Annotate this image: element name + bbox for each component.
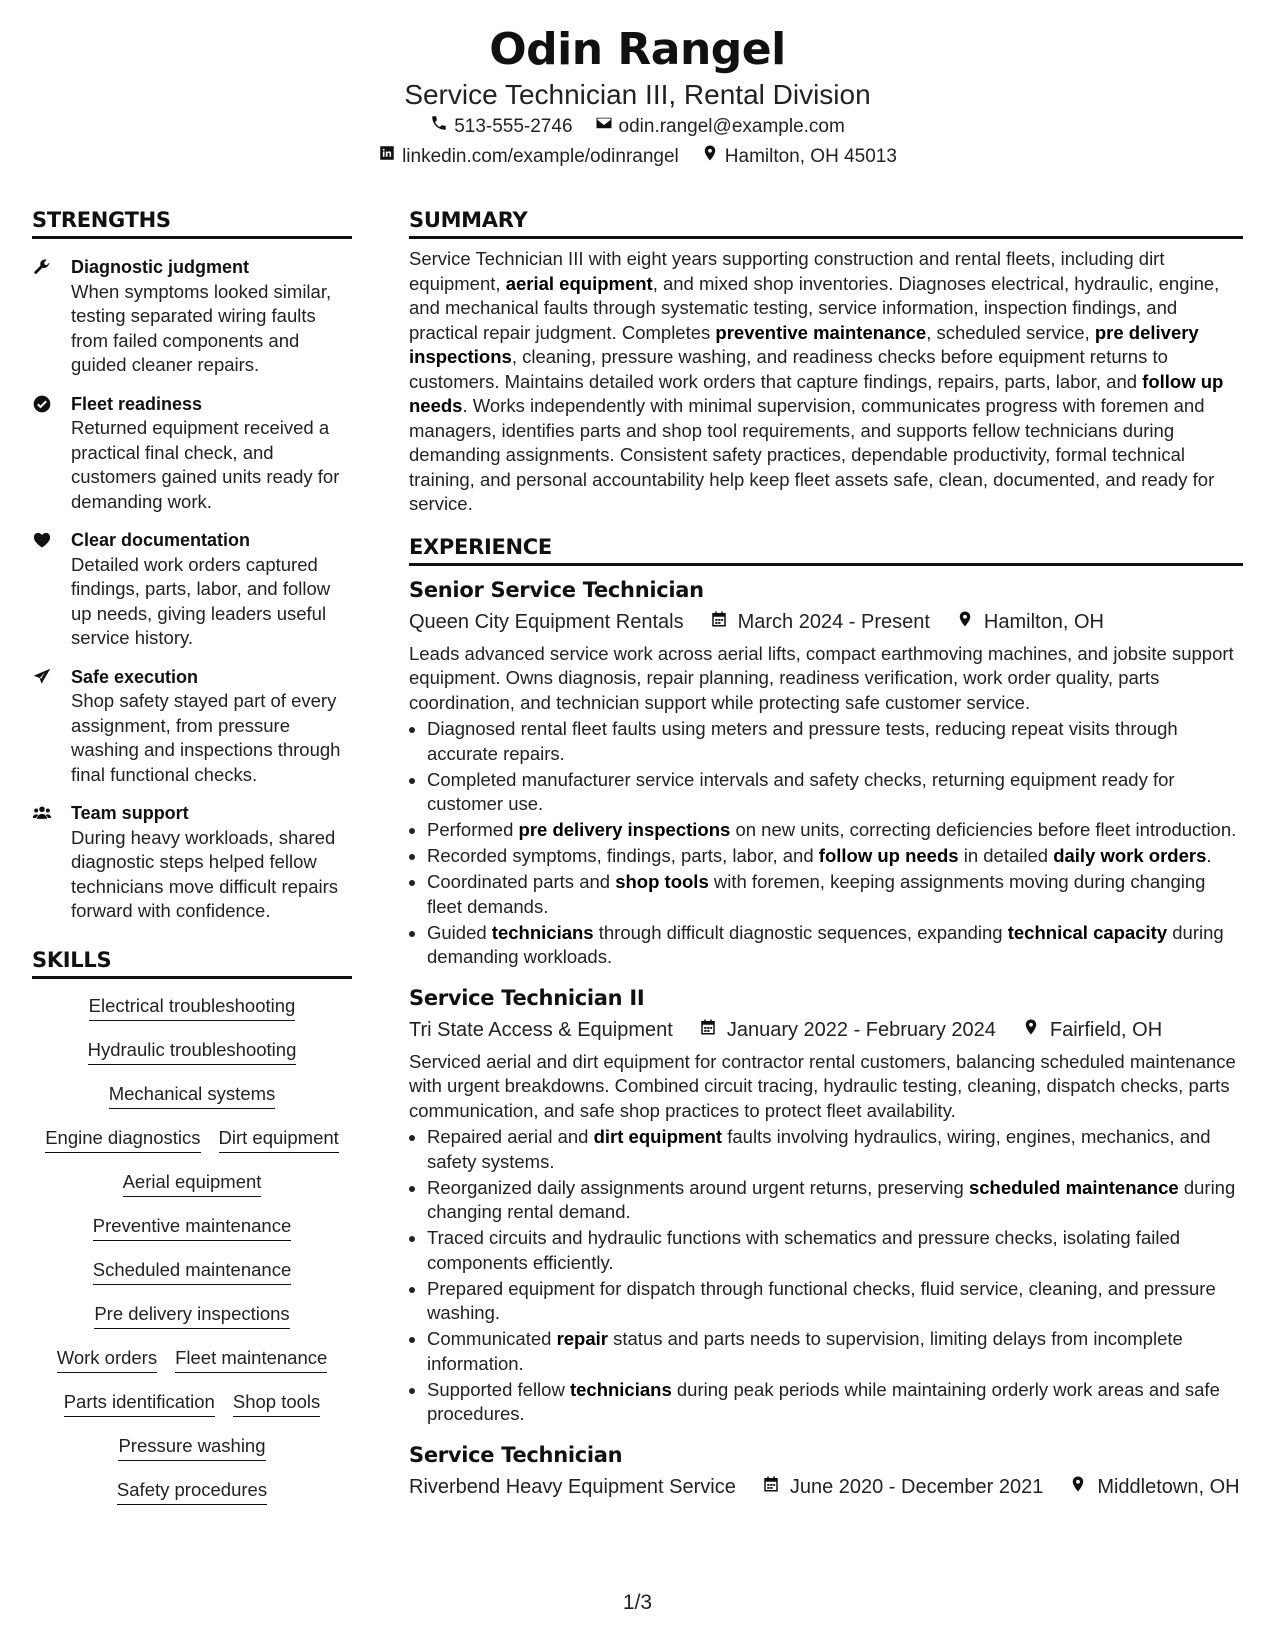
skill-tag: Preventive maintenance <box>93 1213 291 1241</box>
envelope-icon <box>595 112 613 142</box>
skill-row <box>32 1389 352 1417</box>
location-text: Hamilton, OH 45013 <box>724 146 897 167</box>
strength-item <box>32 801 352 924</box>
job-description: Serviced aerial and dirt equipment for contractor rental customers, balancing scheduled maintenance with urgent breakdowns. Combined circuit tracing, hydraulic testing, cleaning, dispatch checks, parts communication, and safe shop practices to protect fleet availability. <box>409 1050 1236 1121</box>
strength-title: Safe execution <box>71 666 199 687</box>
job-bullets <box>409 1125 1243 1427</box>
job-entry <box>409 1441 1243 1503</box>
calendar-icon <box>710 606 728 638</box>
skill-row <box>32 1477 352 1505</box>
check-circle-icon <box>32 394 54 416</box>
paper-plane-icon <box>32 667 54 689</box>
job-entry <box>409 576 1243 970</box>
strength-title: Clear documentation <box>71 530 251 550</box>
calendar-icon <box>762 1471 780 1503</box>
experience-heading: EXPERIENCE <box>409 535 1243 566</box>
strength-item <box>32 528 352 651</box>
job-bullet: • Performed pre delivery inspections on new units, correcting deficiencies before fleet introduction. <box>427 818 1243 843</box>
linkedin-item[interactable] <box>378 142 679 172</box>
map-pin-icon <box>701 142 719 172</box>
contact-block <box>0 112 1275 172</box>
skill-tag: Work orders <box>57 1345 157 1373</box>
job-meta <box>409 606 1243 638</box>
strength-item <box>32 392 352 515</box>
strength-title: Fleet readiness <box>71 393 203 414</box>
job-bullet: • Reorganized daily assignments around urgent returns, preserving scheduled maintenance during changing rental demand. <box>427 1176 1243 1225</box>
job-bullet: • Traced circuits and hydraulic functions with schematics and pressure checks, isolating failed components efficiently. <box>427 1226 1243 1275</box>
skill-row <box>32 1433 352 1461</box>
job-entry <box>409 984 1243 1427</box>
job-location: Fairfield, OH <box>1049 1018 1163 1041</box>
job-dates: January 2022 - February 2024 <box>726 1018 996 1041</box>
linkedin-icon <box>378 142 396 172</box>
map-pin-icon <box>1022 1014 1040 1046</box>
skill-tag: Shop tools <box>233 1389 320 1417</box>
contact-row-1 <box>0 112 1275 142</box>
skill-row <box>32 1345 352 1373</box>
map-pin-icon <box>1069 1471 1087 1503</box>
heart-icon <box>32 530 54 552</box>
strength-desc: Returned equipment received a practical final check, and customers gained units ready for demanding work. <box>71 417 340 512</box>
location-item <box>701 142 897 172</box>
strength-item <box>32 255 352 378</box>
right-column <box>409 208 1243 1503</box>
skills-heading: SKILLS <box>32 948 352 979</box>
strength-desc: Detailed work orders captured findings, parts, labor, and follow up needs, giving leaders useful service history. <box>71 553 331 648</box>
phone-icon <box>430 112 448 142</box>
job-location: Middletown, OH <box>1097 1475 1240 1498</box>
job-bullet: • Completed manufacturer service intervals and safety checks, returning equipment ready for customer use. <box>427 768 1243 817</box>
phone-text: 513-555-2746 <box>454 116 573 137</box>
contact-row-2 <box>0 142 1275 172</box>
strength-item <box>32 665 352 788</box>
phone-item[interactable] <box>430 112 572 142</box>
skill-row <box>32 1213 352 1241</box>
job-bullet: • Recorded symptoms, findings, parts, labor, and follow up needs in detailed daily work orders. <box>427 844 1243 869</box>
job-dates: March 2024 - Present <box>737 610 930 633</box>
skill-row <box>32 1037 352 1065</box>
job-title: Service Technician II <box>409 985 645 1010</box>
map-pin-icon <box>956 606 974 638</box>
strengths-heading: STRENGTHS <box>32 208 352 239</box>
summary-heading: SUMMARY <box>409 208 1243 239</box>
wrench-icon <box>32 257 54 279</box>
linkedin-text: linkedin.com/example/odinrangel <box>402 146 679 167</box>
skill-tag: Fleet maintenance <box>175 1345 327 1373</box>
skills-list <box>32 993 352 1505</box>
job-bullet: • Guided technicians through difficult diagnostic sequences, expanding technical capacity during demanding workloads. <box>427 921 1243 970</box>
skill-tag: Engine diagnostics <box>45 1125 200 1153</box>
job-bullet: • Diagnosed rental fleet faults using meters and pressure tests, reducing repeat visits through accurate repairs. <box>427 717 1243 766</box>
skill-row <box>32 993 352 1021</box>
skill-tag: Aerial equipment <box>123 1169 262 1197</box>
strength-title: Team support <box>71 803 189 823</box>
job-meta <box>409 1471 1243 1503</box>
job-description: Leads advanced service work across aerial lifts, compact earthmoving machines, and jobsite support equipment. Owns diagnosis, repair planning, readiness verification, work order quality, parts coordination, and technician support while protecting safe customer service. <box>409 642 1234 713</box>
skill-tag: Dirt equipment <box>219 1125 339 1153</box>
job-title: Senior Service Technician <box>409 577 704 602</box>
strength-title: Diagnostic judgment <box>71 257 250 277</box>
job-title: Service Technician <box>409 1442 623 1467</box>
skill-tag: Pressure washing <box>118 1433 265 1461</box>
page-number: 1/3 <box>622 1591 653 1614</box>
skill-tag: Hydraulic troubleshooting <box>88 1037 297 1065</box>
skill-row <box>32 1257 352 1285</box>
job-bullet: • Coordinated parts and shop tools with foremen, keeping assignments moving during changing fleet demands. <box>427 870 1243 919</box>
skill-row <box>32 1301 352 1329</box>
strengths-list <box>32 255 352 924</box>
job-bullet: • Communicated repair status and parts needs to supervision, limiting delays from incomplete information. <box>427 1327 1243 1376</box>
job-bullet: • Supported fellow technicians during peak periods while maintaining orderly work areas and safe procedures. <box>427 1378 1243 1427</box>
experience-list <box>409 576 1243 1503</box>
strength-desc: Shop safety stayed part of every assignment, from pressure washing and inspections through final functional checks. <box>71 690 341 785</box>
strength-desc: During heavy workloads, shared diagnostic steps helped fellow technicians move difficult repairs forward with confidence. <box>71 826 339 921</box>
job-company: Queen City Equipment Rentals <box>409 610 684 633</box>
skill-tag: Safety procedures <box>117 1477 267 1505</box>
skill-tag: Parts identification <box>64 1389 215 1417</box>
job-meta <box>409 1014 1243 1046</box>
email-item[interactable] <box>595 112 845 142</box>
skill-tag: Mechanical systems <box>109 1081 276 1109</box>
candidate-role: Service Technician III, Rental Division <box>404 79 871 110</box>
job-bullet: • Prepared equipment for dispatch through functional checks, fluid service, cleaning, and pressure washing. <box>427 1277 1243 1326</box>
skill-tag: Scheduled maintenance <box>93 1257 292 1285</box>
skill-tag: Pre delivery inspections <box>94 1301 289 1329</box>
skill-tag: Electrical troubleshooting <box>89 993 296 1021</box>
email-text: odin.rangel@example.com <box>618 116 845 137</box>
left-column <box>32 208 352 1521</box>
strength-desc: When symptoms looked similar, testing separated wiring faults from failed components and guided cleaner repairs. <box>71 280 332 375</box>
candidate-name: Odin Rangel <box>489 24 786 75</box>
resume-header <box>0 0 1275 172</box>
calendar-icon <box>699 1014 717 1046</box>
skill-row <box>32 1169 352 1197</box>
job-bullets <box>409 717 1243 970</box>
skill-row <box>32 1125 352 1153</box>
job-company: Tri State Access & Equipment <box>409 1018 673 1041</box>
users-icon <box>32 803 54 825</box>
job-bullet: • Repaired aerial and dirt equipment faults involving hydraulics, wiring, engines, mechanics, and safety systems. <box>427 1125 1243 1174</box>
job-company: Riverbend Heavy Equipment Service <box>409 1475 736 1498</box>
job-location: Hamilton, OH <box>983 610 1104 633</box>
summary-text: Service Technician III with eight years supporting construction and rental fleets, including dirt equipment, aerial equipment, and mixed shop inventories. Diagnoses electrical, hydraulic, engine, and mechanical faults through systematic testing, service information, inspection findings, and practical repair judgment. Completes preventive maintenance, scheduled service, pre delivery inspections, cleaning, pressure washing, and readiness checks before equipment returns to customers. Maintains detailed work orders that capture findings, repairs, parts, labor, and follow up needs. Works independently with minimal supervision, communicates progress with foremen and managers, identifies parts and shop tool requirements, and supports fellow technicians during demanding assignments. Consistent safety practices, dependable productivity, formal technical training, and personal accountability help keep fleet assets safe, clean, documented, and ready for service. <box>409 248 1224 514</box>
skill-row <box>32 1081 352 1109</box>
job-dates: June 2020 - December 2021 <box>789 1475 1044 1498</box>
